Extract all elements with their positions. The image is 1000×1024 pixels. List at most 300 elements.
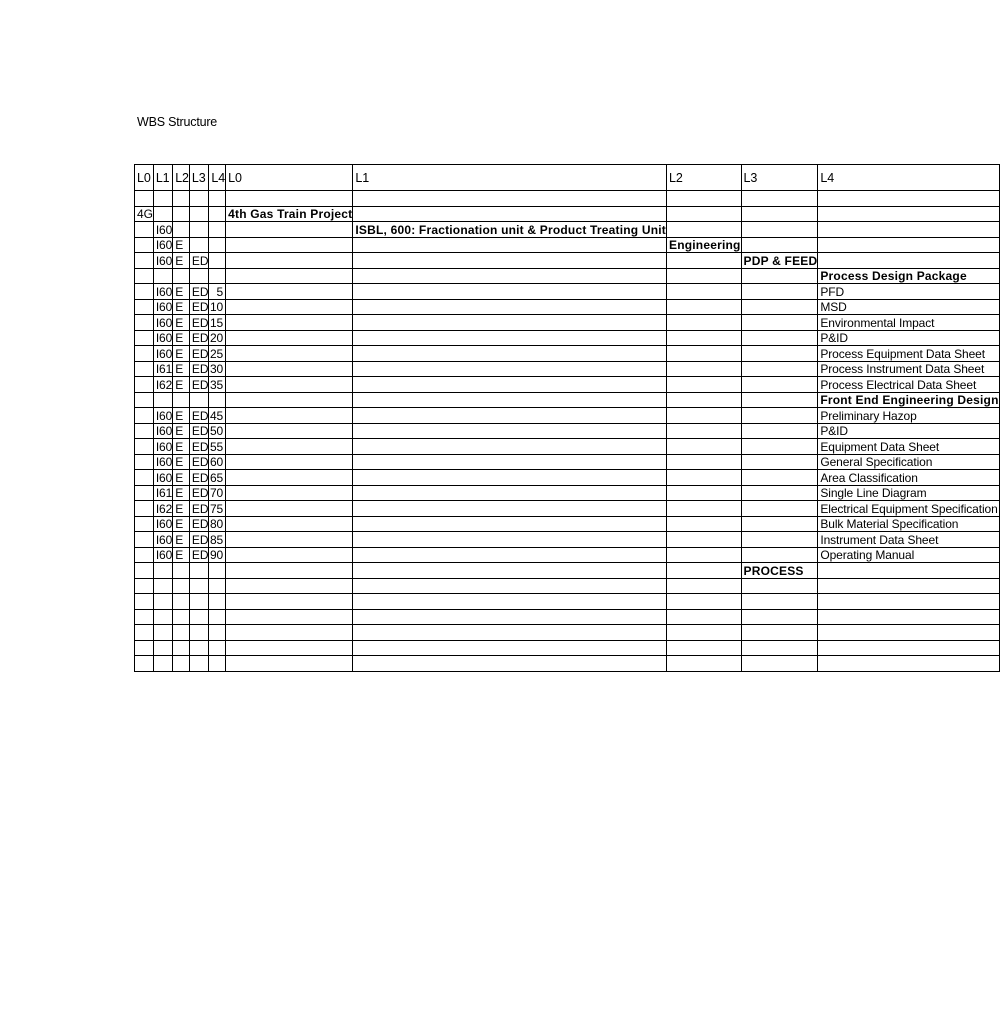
table-cell bbox=[353, 547, 667, 563]
table-cell bbox=[173, 578, 190, 594]
table-cell: 4th Gas Train Project bbox=[226, 206, 353, 222]
table-cell bbox=[226, 237, 353, 253]
table-cell bbox=[226, 299, 353, 315]
table-cell: I62 bbox=[153, 377, 172, 393]
table-cell bbox=[353, 253, 667, 269]
table-cell: Area Classification bbox=[818, 470, 999, 486]
table-row bbox=[135, 439, 1000, 455]
table-cell bbox=[667, 547, 742, 563]
table-cell bbox=[226, 284, 353, 300]
table-cell: ED bbox=[189, 377, 208, 393]
table-cell bbox=[189, 392, 208, 408]
table-cell: I60 bbox=[153, 237, 172, 253]
header-cell: L2 bbox=[173, 165, 190, 191]
table-cell bbox=[153, 640, 172, 656]
table-cell: I62 bbox=[153, 501, 172, 517]
table-cell: Process Equipment Data Sheet bbox=[818, 346, 999, 362]
table-row bbox=[135, 299, 1000, 315]
table-cell: E bbox=[173, 315, 190, 331]
table-cell bbox=[135, 516, 154, 532]
table-cell: 85 bbox=[209, 532, 226, 548]
table-cell: 45 bbox=[209, 408, 226, 424]
table-cell bbox=[189, 206, 208, 222]
table-cell bbox=[741, 594, 818, 610]
table-cell: ED bbox=[189, 470, 208, 486]
table-cell bbox=[226, 315, 353, 331]
table-cell bbox=[818, 640, 999, 656]
table-cell: ED bbox=[189, 439, 208, 455]
table-row bbox=[135, 454, 1000, 470]
table-cell bbox=[135, 594, 154, 610]
table-cell bbox=[135, 408, 154, 424]
table-cell bbox=[189, 625, 208, 641]
table-cell bbox=[667, 578, 742, 594]
table-cell bbox=[353, 516, 667, 532]
table-cell: I60 bbox=[153, 315, 172, 331]
table-cell: I60 bbox=[153, 222, 172, 238]
table-cell bbox=[667, 392, 742, 408]
table-cell: 80 bbox=[209, 516, 226, 532]
table-cell bbox=[189, 594, 208, 610]
table-cell bbox=[741, 315, 818, 331]
table-cell: I60 bbox=[153, 253, 172, 269]
table-cell bbox=[353, 594, 667, 610]
table-cell bbox=[741, 423, 818, 439]
table-cell bbox=[209, 253, 226, 269]
table-cell bbox=[667, 439, 742, 455]
table-cell bbox=[353, 532, 667, 548]
table-cell bbox=[173, 656, 190, 672]
table-row bbox=[135, 501, 1000, 517]
header-cell: L0 bbox=[226, 165, 353, 191]
table-cell bbox=[135, 222, 154, 238]
table-cell bbox=[189, 563, 208, 579]
table-row bbox=[135, 392, 1000, 408]
table-cell: Process Instrument Data Sheet bbox=[818, 361, 999, 377]
table-cell bbox=[226, 330, 353, 346]
header-cell: L0 bbox=[135, 165, 154, 191]
table-cell bbox=[818, 253, 999, 269]
table-cell bbox=[209, 222, 226, 238]
table-cell bbox=[226, 470, 353, 486]
table-cell bbox=[135, 470, 154, 486]
table-cell bbox=[135, 578, 154, 594]
header-row bbox=[135, 165, 1000, 191]
table-cell bbox=[226, 268, 353, 284]
table-cell bbox=[173, 222, 190, 238]
table-cell: ED bbox=[189, 408, 208, 424]
table-cell bbox=[173, 191, 190, 207]
table-cell bbox=[135, 439, 154, 455]
table-cell: MSD bbox=[818, 299, 999, 315]
table-row bbox=[135, 656, 1000, 672]
table-cell: E bbox=[173, 408, 190, 424]
table-cell bbox=[209, 625, 226, 641]
table-cell: Process Electrical Data Sheet bbox=[818, 377, 999, 393]
table-cell: PFD bbox=[818, 284, 999, 300]
table-cell bbox=[741, 501, 818, 517]
table-cell bbox=[135, 237, 154, 253]
table-cell bbox=[226, 594, 353, 610]
table-cell bbox=[153, 392, 172, 408]
table-cell bbox=[667, 268, 742, 284]
table-cell bbox=[173, 640, 190, 656]
table-cell bbox=[135, 454, 154, 470]
table-row bbox=[135, 408, 1000, 424]
table-row bbox=[135, 284, 1000, 300]
table-cell: I60 bbox=[153, 284, 172, 300]
table-cell bbox=[189, 609, 208, 625]
table-cell: 5 bbox=[209, 284, 226, 300]
table-cell bbox=[667, 299, 742, 315]
table-cell bbox=[153, 594, 172, 610]
table-cell bbox=[353, 346, 667, 362]
table-cell: I61 bbox=[153, 361, 172, 377]
table-cell: P&ID bbox=[818, 423, 999, 439]
table-cell bbox=[667, 470, 742, 486]
table-cell bbox=[226, 392, 353, 408]
header-cell: L2 bbox=[667, 165, 742, 191]
table-cell bbox=[741, 656, 818, 672]
table-cell: E bbox=[173, 284, 190, 300]
table-cell bbox=[667, 501, 742, 517]
table-cell bbox=[353, 361, 667, 377]
table-cell bbox=[189, 237, 208, 253]
table-cell: E bbox=[173, 516, 190, 532]
table-cell bbox=[135, 609, 154, 625]
table-cell: ED bbox=[189, 284, 208, 300]
table-cell bbox=[135, 656, 154, 672]
table-row bbox=[135, 191, 1000, 207]
table-cell bbox=[741, 330, 818, 346]
table-cell bbox=[226, 609, 353, 625]
table-cell: I60 bbox=[153, 346, 172, 362]
table-cell bbox=[741, 454, 818, 470]
table-cell bbox=[226, 377, 353, 393]
table-row bbox=[135, 485, 1000, 501]
table-cell bbox=[818, 222, 999, 238]
table-cell bbox=[173, 563, 190, 579]
header-cell: L1 bbox=[353, 165, 667, 191]
table-cell bbox=[353, 625, 667, 641]
table-cell: P&ID bbox=[818, 330, 999, 346]
table-cell bbox=[818, 206, 999, 222]
table-cell: ED bbox=[189, 485, 208, 501]
table-cell bbox=[153, 625, 172, 641]
table-cell bbox=[135, 377, 154, 393]
table-cell: ED bbox=[189, 346, 208, 362]
table-cell bbox=[135, 361, 154, 377]
table-cell bbox=[135, 423, 154, 439]
table-cell: 25 bbox=[209, 346, 226, 362]
table-cell bbox=[741, 284, 818, 300]
table-row bbox=[135, 206, 1000, 222]
table-cell bbox=[818, 656, 999, 672]
table-cell bbox=[353, 578, 667, 594]
table-cell: E bbox=[173, 454, 190, 470]
table-cell: ED bbox=[189, 532, 208, 548]
header-cell: L1 bbox=[153, 165, 172, 191]
table-cell bbox=[353, 284, 667, 300]
table-cell bbox=[226, 346, 353, 362]
table-cell: 65 bbox=[209, 470, 226, 486]
table-cell bbox=[226, 640, 353, 656]
table-cell bbox=[226, 625, 353, 641]
table-cell: ED bbox=[189, 361, 208, 377]
table-cell bbox=[189, 222, 208, 238]
table-cell bbox=[741, 439, 818, 455]
header-cell: L3 bbox=[741, 165, 818, 191]
table-cell bbox=[173, 268, 190, 284]
table-cell: Environmental Impact bbox=[818, 315, 999, 331]
table-cell bbox=[741, 361, 818, 377]
table-cell bbox=[135, 501, 154, 517]
table-cell: E bbox=[173, 439, 190, 455]
table-cell bbox=[353, 470, 667, 486]
table-cell bbox=[667, 191, 742, 207]
table-cell bbox=[667, 222, 742, 238]
table-cell: I61 bbox=[153, 485, 172, 501]
table-cell bbox=[667, 656, 742, 672]
table-cell bbox=[667, 625, 742, 641]
table-row bbox=[135, 346, 1000, 362]
table-cell bbox=[209, 594, 226, 610]
table-cell bbox=[173, 206, 190, 222]
table-cell bbox=[741, 191, 818, 207]
table-cell: E bbox=[173, 377, 190, 393]
table-cell bbox=[135, 253, 154, 269]
table-cell bbox=[135, 563, 154, 579]
table-cell bbox=[818, 578, 999, 594]
table-cell bbox=[667, 563, 742, 579]
table-cell bbox=[135, 191, 154, 207]
document-title: WBS Structure bbox=[137, 115, 218, 129]
table-cell bbox=[741, 625, 818, 641]
table-cell bbox=[818, 594, 999, 610]
table-cell: I60 bbox=[153, 299, 172, 315]
table-cell bbox=[353, 377, 667, 393]
table-cell bbox=[818, 237, 999, 253]
table-cell bbox=[153, 578, 172, 594]
table-cell: E bbox=[173, 470, 190, 486]
table-cell bbox=[153, 609, 172, 625]
table-cell bbox=[209, 656, 226, 672]
table-cell bbox=[353, 609, 667, 625]
table-cell: Engineering bbox=[667, 237, 742, 253]
table-cell: ED bbox=[189, 330, 208, 346]
table-cell: ED bbox=[189, 501, 208, 517]
table-row bbox=[135, 315, 1000, 331]
table-cell bbox=[209, 237, 226, 253]
table-cell bbox=[741, 392, 818, 408]
table-cell bbox=[353, 330, 667, 346]
table-row bbox=[135, 563, 1000, 579]
table-cell bbox=[353, 392, 667, 408]
table-cell: Preliminary Hazop bbox=[818, 408, 999, 424]
table-row bbox=[135, 470, 1000, 486]
table-cell bbox=[667, 423, 742, 439]
table-cell bbox=[353, 315, 667, 331]
table-cell bbox=[667, 315, 742, 331]
table-cell: E bbox=[173, 485, 190, 501]
table-cell bbox=[741, 299, 818, 315]
table-cell: Instrument Data Sheet bbox=[818, 532, 999, 548]
table-cell bbox=[226, 439, 353, 455]
table-cell: 90 bbox=[209, 547, 226, 563]
table-cell: ISBL, 600: Fractionation unit & Product Treating Unit bbox=[353, 222, 667, 238]
table-cell: I60 bbox=[153, 439, 172, 455]
table-cell bbox=[741, 578, 818, 594]
table-cell: E bbox=[173, 501, 190, 517]
table-cell bbox=[667, 485, 742, 501]
table-cell bbox=[226, 656, 353, 672]
table-row bbox=[135, 377, 1000, 393]
table-cell bbox=[226, 485, 353, 501]
table-cell bbox=[173, 609, 190, 625]
table-cell bbox=[353, 640, 667, 656]
table-cell bbox=[189, 656, 208, 672]
table-cell: Process Design Package bbox=[818, 268, 999, 284]
wbs-table bbox=[134, 164, 1000, 672]
table-cell bbox=[135, 346, 154, 362]
table-cell: 20 bbox=[209, 330, 226, 346]
table-cell: 60 bbox=[209, 454, 226, 470]
table-cell: 55 bbox=[209, 439, 226, 455]
table-cell bbox=[209, 191, 226, 207]
table-cell bbox=[153, 268, 172, 284]
table-cell: ED bbox=[189, 547, 208, 563]
table-row bbox=[135, 640, 1000, 656]
table-cell: 75 bbox=[209, 501, 226, 517]
table-cell bbox=[189, 578, 208, 594]
table-cell: I60 bbox=[153, 330, 172, 346]
table-cell bbox=[353, 439, 667, 455]
table-row bbox=[135, 547, 1000, 563]
table-cell bbox=[741, 640, 818, 656]
table-cell: E bbox=[173, 361, 190, 377]
table-cell: E bbox=[173, 547, 190, 563]
table-cell bbox=[135, 299, 154, 315]
table-cell bbox=[135, 268, 154, 284]
table-cell bbox=[353, 408, 667, 424]
table-cell bbox=[667, 284, 742, 300]
table-cell bbox=[741, 547, 818, 563]
table-cell bbox=[189, 191, 208, 207]
table-cell: I60 bbox=[153, 470, 172, 486]
table-cell bbox=[209, 578, 226, 594]
table-cell: E bbox=[173, 330, 190, 346]
table-cell bbox=[226, 516, 353, 532]
table-cell: 15 bbox=[209, 315, 226, 331]
table-cell bbox=[667, 594, 742, 610]
table-cell bbox=[153, 656, 172, 672]
table-cell bbox=[226, 578, 353, 594]
table-cell bbox=[741, 408, 818, 424]
table-cell bbox=[173, 625, 190, 641]
table-row bbox=[135, 253, 1000, 269]
table-cell: ED bbox=[189, 253, 208, 269]
table-cell: E bbox=[173, 299, 190, 315]
table-cell: Bulk Material Specification bbox=[818, 516, 999, 532]
table-cell bbox=[741, 206, 818, 222]
table-cell bbox=[226, 501, 353, 517]
table-cell bbox=[135, 625, 154, 641]
table-cell bbox=[353, 501, 667, 517]
table-cell: Operating Manual bbox=[818, 547, 999, 563]
table-cell bbox=[226, 361, 353, 377]
table-cell: PDP & FEED bbox=[741, 253, 818, 269]
table-cell: E bbox=[173, 346, 190, 362]
table-cell bbox=[135, 640, 154, 656]
table-cell bbox=[741, 222, 818, 238]
table-cell bbox=[353, 191, 667, 207]
table-cell bbox=[741, 485, 818, 501]
table-cell bbox=[741, 609, 818, 625]
table-cell bbox=[667, 454, 742, 470]
table-cell: 4G bbox=[135, 206, 154, 222]
table-row bbox=[135, 361, 1000, 377]
table-cell: I60 bbox=[153, 454, 172, 470]
wbs-table-body bbox=[135, 165, 1000, 672]
table-cell bbox=[667, 253, 742, 269]
table-row bbox=[135, 532, 1000, 548]
table-cell bbox=[226, 547, 353, 563]
table-cell bbox=[667, 408, 742, 424]
table-cell bbox=[135, 485, 154, 501]
table-cell bbox=[667, 516, 742, 532]
table-row bbox=[135, 516, 1000, 532]
table-cell bbox=[226, 423, 353, 439]
table-row bbox=[135, 222, 1000, 238]
table-cell bbox=[135, 315, 154, 331]
table-cell bbox=[667, 346, 742, 362]
table-cell bbox=[135, 392, 154, 408]
table-cell bbox=[153, 563, 172, 579]
table-row bbox=[135, 330, 1000, 346]
table-cell: ED bbox=[189, 423, 208, 439]
table-cell bbox=[189, 268, 208, 284]
table-row bbox=[135, 625, 1000, 641]
table-cell: Front End Engineering Design bbox=[818, 392, 999, 408]
table-cell: ED bbox=[189, 454, 208, 470]
table-cell: E bbox=[173, 532, 190, 548]
table-cell bbox=[209, 609, 226, 625]
table-cell bbox=[741, 516, 818, 532]
table-cell: I60 bbox=[153, 516, 172, 532]
table-cell: E bbox=[173, 253, 190, 269]
table-cell bbox=[173, 594, 190, 610]
table-cell: PROCESS bbox=[741, 563, 818, 579]
table-cell: Equipment Data Sheet bbox=[818, 439, 999, 455]
table-row bbox=[135, 237, 1000, 253]
table-cell bbox=[226, 454, 353, 470]
table-cell bbox=[818, 563, 999, 579]
table-cell bbox=[189, 640, 208, 656]
table-cell bbox=[353, 237, 667, 253]
table-cell bbox=[226, 532, 353, 548]
table-cell bbox=[173, 392, 190, 408]
table-cell bbox=[741, 377, 818, 393]
table-cell bbox=[667, 361, 742, 377]
header-cell: L4 bbox=[209, 165, 226, 191]
header-cell: L4 bbox=[818, 165, 999, 191]
table-cell: Single Line Diagram bbox=[818, 485, 999, 501]
table-cell bbox=[226, 408, 353, 424]
table-row bbox=[135, 609, 1000, 625]
table-cell: 10 bbox=[209, 299, 226, 315]
table-cell: 30 bbox=[209, 361, 226, 377]
table-row bbox=[135, 594, 1000, 610]
